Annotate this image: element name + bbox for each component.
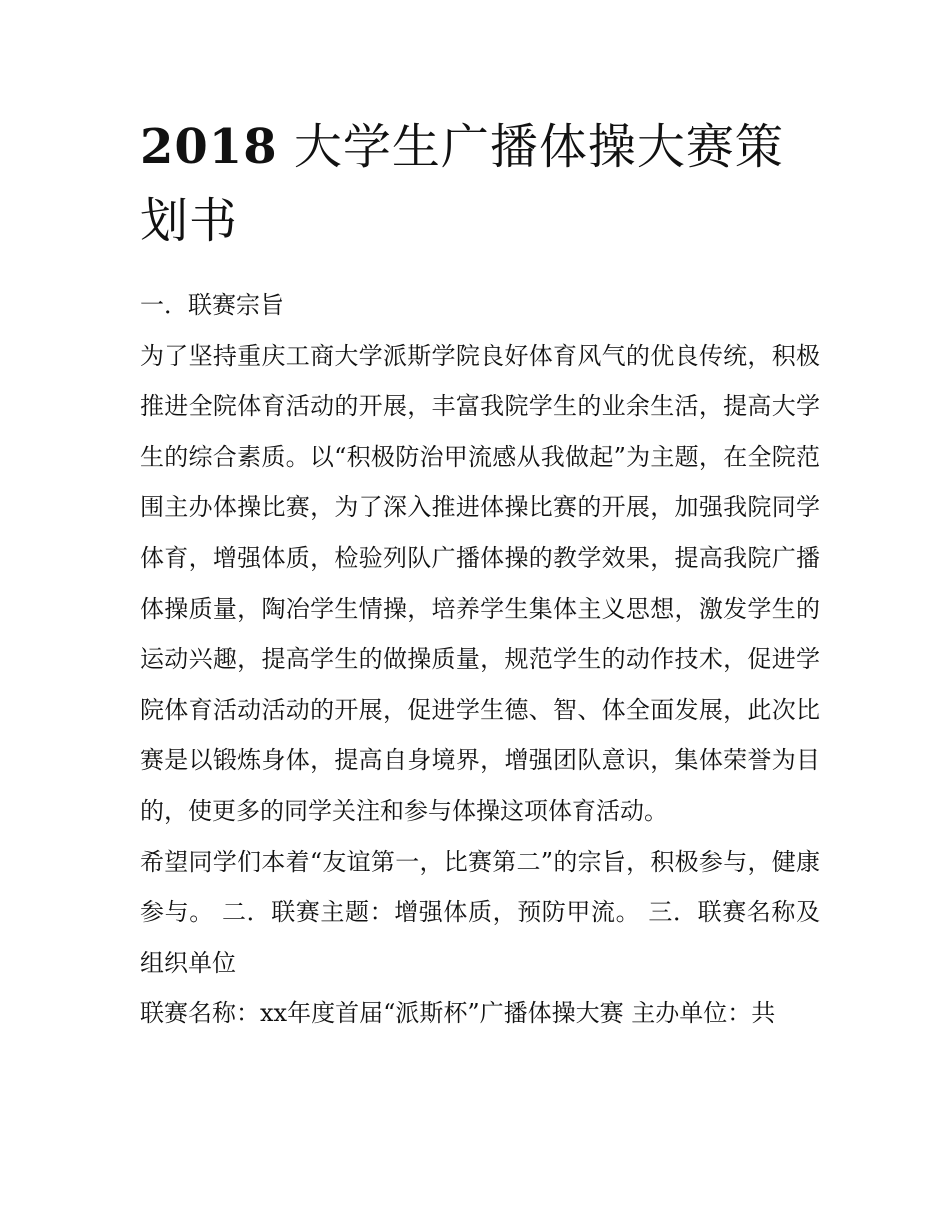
section-heading-purpose: 一．联赛宗旨 [140, 291, 284, 319]
title-year: 2018 [140, 119, 278, 175]
document-title [140, 110, 830, 258]
title-text: 大学生广播体操大赛策划书 [140, 119, 784, 249]
document-body [140, 280, 820, 1039]
paragraph-hope-theme: 希望同学们本着“友谊第一，比赛第二”的宗旨，积极参与，健康参与。 二．联赛主题：增强体质，预防甲流。 三．联赛名称及组织单位 [140, 847, 820, 977]
paragraph-purpose: 为了坚持重庆工商大学派斯学院良好体育风气的优良传统，积极推进全院体育活动的开展，丰富我院学生的业余生活，提高大学生的综合素质。以“积极防治甲流感从我做起”为主题，在全院范围主办体操比赛，为了深入推进体操比赛的开展，加强我院同学体育，增强体质，检验列队广播体操的教学效果，提高我院广播体操质量，陶冶学生情操，培养学生集体主义思想，激发学生的运动兴趣，提高学生的做操质量，规范学生的动作技术，促进学院体育活动活动的开展，促进学生德、智、体全面发展，此次比赛是以锻炼身体，提高自身境界，增强团队意识，集体荣誉为目的，使更多的同学关注和参与体操这项体育活动。 [140, 341, 820, 825]
paragraph-name-organizer: 联赛名称：xx年度首届“派斯杯”广播体操大赛 主办单位：共 [140, 999, 776, 1028]
